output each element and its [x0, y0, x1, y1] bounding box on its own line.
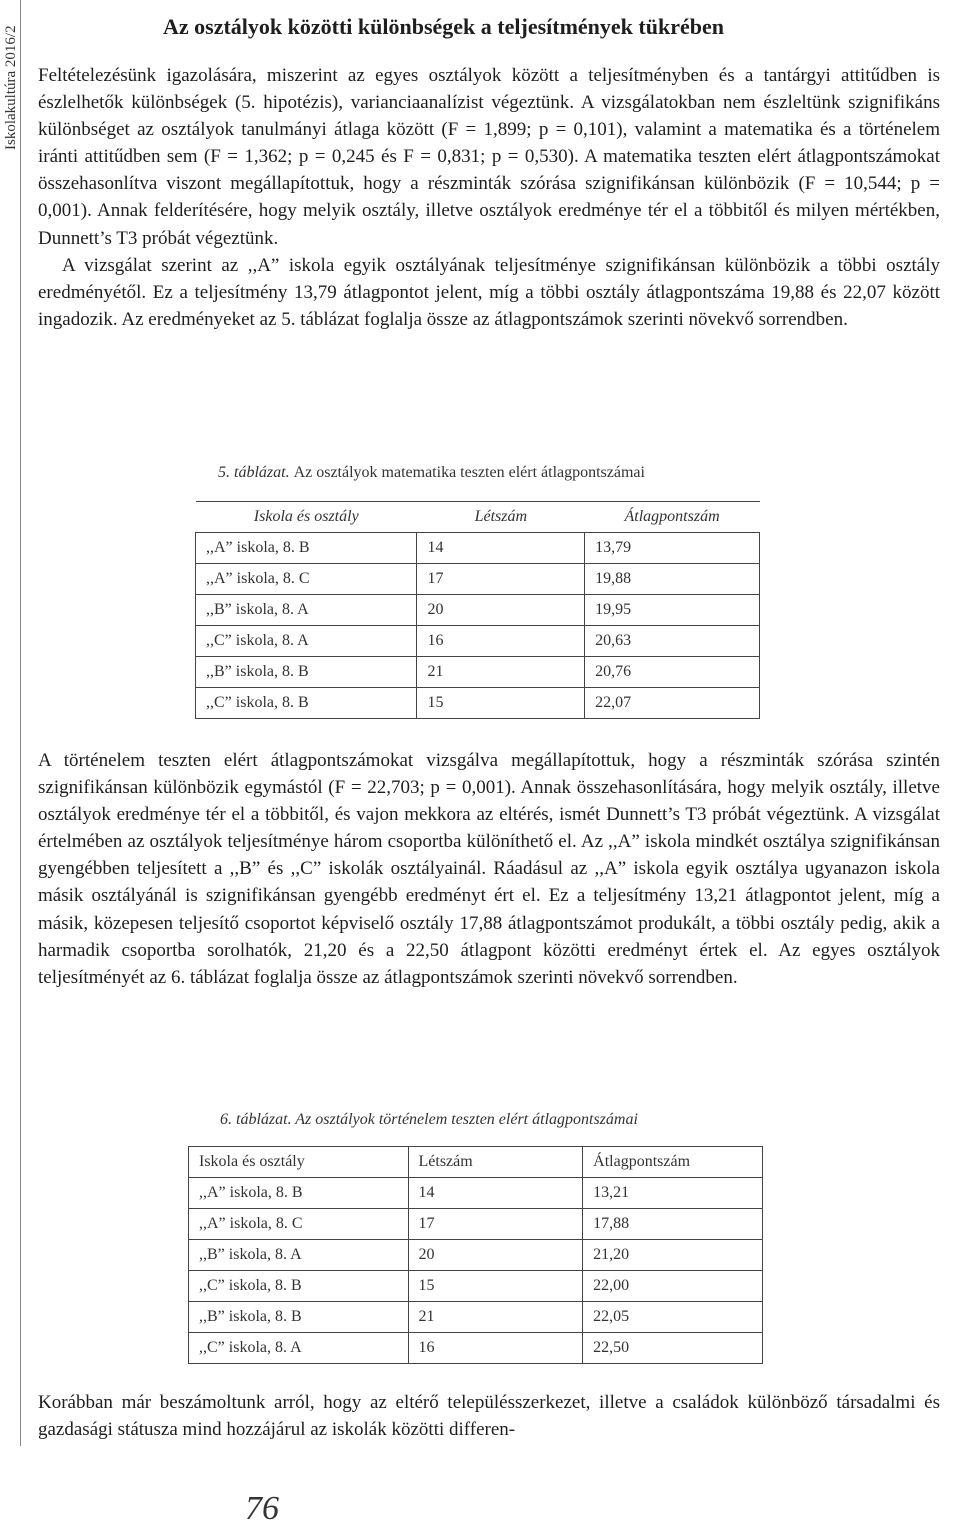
caption-text: Az osztályok történelem teszten elért átlagpontszámai [295, 1111, 638, 1128]
table-cell: ,,A” iskola, 8. C [189, 1209, 409, 1240]
table-5 [195, 501, 760, 719]
table-cell: 15 [417, 688, 585, 719]
table-header-row [196, 502, 760, 533]
column-header: Átlagpontszám [585, 502, 760, 533]
table-cell: 21 [417, 657, 585, 688]
page-number: 76 [245, 1490, 279, 1527]
table-cell: 15 [408, 1271, 583, 1302]
table-row [196, 595, 760, 626]
table-row [196, 688, 760, 719]
table-cell: 19,88 [585, 564, 760, 595]
table-cell: ,,B” iskola, 8. A [189, 1240, 409, 1271]
column-header: Létszám [417, 502, 585, 533]
caption-label: 5. táblázat. [218, 464, 290, 481]
paragraph-text: A történelem teszten elért átlagpontszámokat vizsgálva megállapítottuk, hogy a részminták szórása szintén szignifikánsan különbözik egymástól (F = 22,703; p = 0,001). Annak összehasonlítására, hogy melyik osztály, illetve osztályok eredménye tér el a többitől, és vajon mekkora az eltérés, ismét Dunnett’s T3 próbát végeztünk. A vizsgálat értelmében az osztályok teljesítménye három csoportba különíthető el. Az ,,A” iskola mindkét osztálya szignifikánsan gyengébben teljesített a ,,B” és ,,C” iskolák osztályainál. Ráadásul az ,,A” iskola egyik osztálya ugyanazon iskola másik osztályánál is szignifikánsan gyengébb eredményt ért el. Ez a teljesítmény 13,21 átlagpontot jelent, míg a másik, közepesen teljesítő csoportot képviselő osztály 17,88 átlagpontszámot produkált, a többi osztály pedig, akik a harmadik csoportba sorolhatók, 21,20 és a 22,50 átlagpont közötti eredményt értek el. Az egyes osztályok teljesítményét az 6. táblázat foglalja össze az átlagpontszámok szerinti növekvő sorrendben. [38, 750, 940, 988]
table-cell: 20,76 [585, 657, 760, 688]
table-row [189, 1302, 763, 1333]
table-row [189, 1271, 763, 1302]
table-header-row [189, 1147, 763, 1178]
table-6-caption [220, 1111, 638, 1129]
table-cell: 21,20 [583, 1240, 763, 1271]
table-cell: ,,A” iskola, 8. B [189, 1178, 409, 1209]
column-header: Iskola és osztály [196, 502, 417, 533]
table-cell: 17,88 [583, 1209, 763, 1240]
table-row [196, 626, 760, 657]
column-header: Létszám [408, 1147, 583, 1178]
table-cell: 22,50 [583, 1333, 763, 1364]
paragraph-closing [38, 1389, 940, 1443]
table-cell: 14 [408, 1178, 583, 1209]
table-cell: 20,63 [585, 626, 760, 657]
table-cell: 22,05 [583, 1302, 763, 1333]
table-row [189, 1240, 763, 1271]
table-cell: ,,B” iskola, 8. A [196, 595, 417, 626]
table-row [196, 533, 760, 564]
table-cell: 17 [408, 1209, 583, 1240]
table-cell: 14 [417, 533, 585, 564]
table-cell: 22,07 [585, 688, 760, 719]
paragraph-history-results [38, 747, 940, 991]
paragraph-text: Korábban már beszámoltunk arról, hogy az eltérő településszerkezet, illetve a családok különböző társadalmi és gazdasági státusza mind hozzájárul az iskolák közötti differen- [38, 1392, 940, 1441]
table-cell: ,,B” iskola, 8. B [196, 657, 417, 688]
table-cell: 16 [417, 626, 585, 657]
table-cell: ,,B” iskola, 8. B [189, 1302, 409, 1333]
table-cell: 22,00 [583, 1271, 763, 1302]
caption-text: Az osztályok matematika teszten elért átlagpontszámai [293, 464, 645, 481]
table-cell: 13,21 [583, 1178, 763, 1209]
table-cell: 20 [417, 595, 585, 626]
table-cell: 19,95 [585, 595, 760, 626]
table-6 [188, 1146, 763, 1364]
table-cell: 17 [417, 564, 585, 595]
running-header: Iskolakultúra 2016/2 [3, 25, 19, 150]
table-cell: ,,C” iskola, 8. A [196, 626, 417, 657]
table-cell: ,,A” iskola, 8. C [196, 564, 417, 595]
column-header: Iskola és osztály [189, 1147, 409, 1178]
table-cell: 21 [408, 1302, 583, 1333]
column-header: Átlagpontszám [583, 1147, 763, 1178]
table-cell: 20 [408, 1240, 583, 1271]
table-cell: 16 [408, 1333, 583, 1364]
table-row [196, 564, 760, 595]
table-row [196, 657, 760, 688]
table-5-caption [218, 464, 645, 482]
paragraph-text: A vizsgálat szerint az ,,A” iskola egyik osztályának teljesítménye szignifikánsan különbözik a többi osztály eredményétől. Ez a teljesítmény 13,79 átlagpontot jelent, míg a többi osztály átlagpontszáma 19,88 és 22,07 között ingadozik. Az eredményeket az 5. táblázat foglalja össze az átlagpontszámok szerinti növekvő sorrendben. [38, 254, 940, 330]
table-cell: ,,A” iskola, 8. B [196, 533, 417, 564]
running-header-tab [0, 0, 21, 1446]
table-cell: ,,C” iskola, 8. B [189, 1271, 409, 1302]
caption-label: 6. táblázat. [220, 1111, 292, 1128]
table-row [189, 1178, 763, 1209]
table-row [189, 1209, 763, 1240]
paragraph-text: Feltételezésünk igazolására, miszerint az egyes osztályok között a teljesítményben és a tantárgyi attitűdben is észlelhetők különbségek (5. hipotézis), varianciaanalízist végeztünk. A vizsgálatokban nem észleltünk szignifikáns különbséget az osztályok tanulmányi átlaga között (F = 1,899; p = 0,101), valamint a matematika és a történelem iránti attitűdben sem (F = 1,362; p = 0,245 és F = 0,831; p = 0,530). A matematika teszten elért átlagpontszámokat összehasonlítva viszont megállapítottuk, hogy a részminták szórása szignifikánsan különbözik (F = 10,544; p = 0,001). Annak felderítésére, hogy melyik osztály, illetve osztályok eredménye tér el a többitől és milyen mértékben, Dunnett’s T3 próbát végeztünk. [38, 65, 940, 249]
paragraph-hypothesis-5 [38, 62, 940, 333]
table-cell: ,,C” iskola, 8. B [196, 688, 417, 719]
section-heading: Az osztályok közötti különbségek a teljesítmények tükrében [163, 14, 724, 39]
table-cell: 13,79 [585, 533, 760, 564]
table-cell: ,,C” iskola, 8. A [189, 1333, 409, 1364]
table-row [189, 1333, 763, 1364]
